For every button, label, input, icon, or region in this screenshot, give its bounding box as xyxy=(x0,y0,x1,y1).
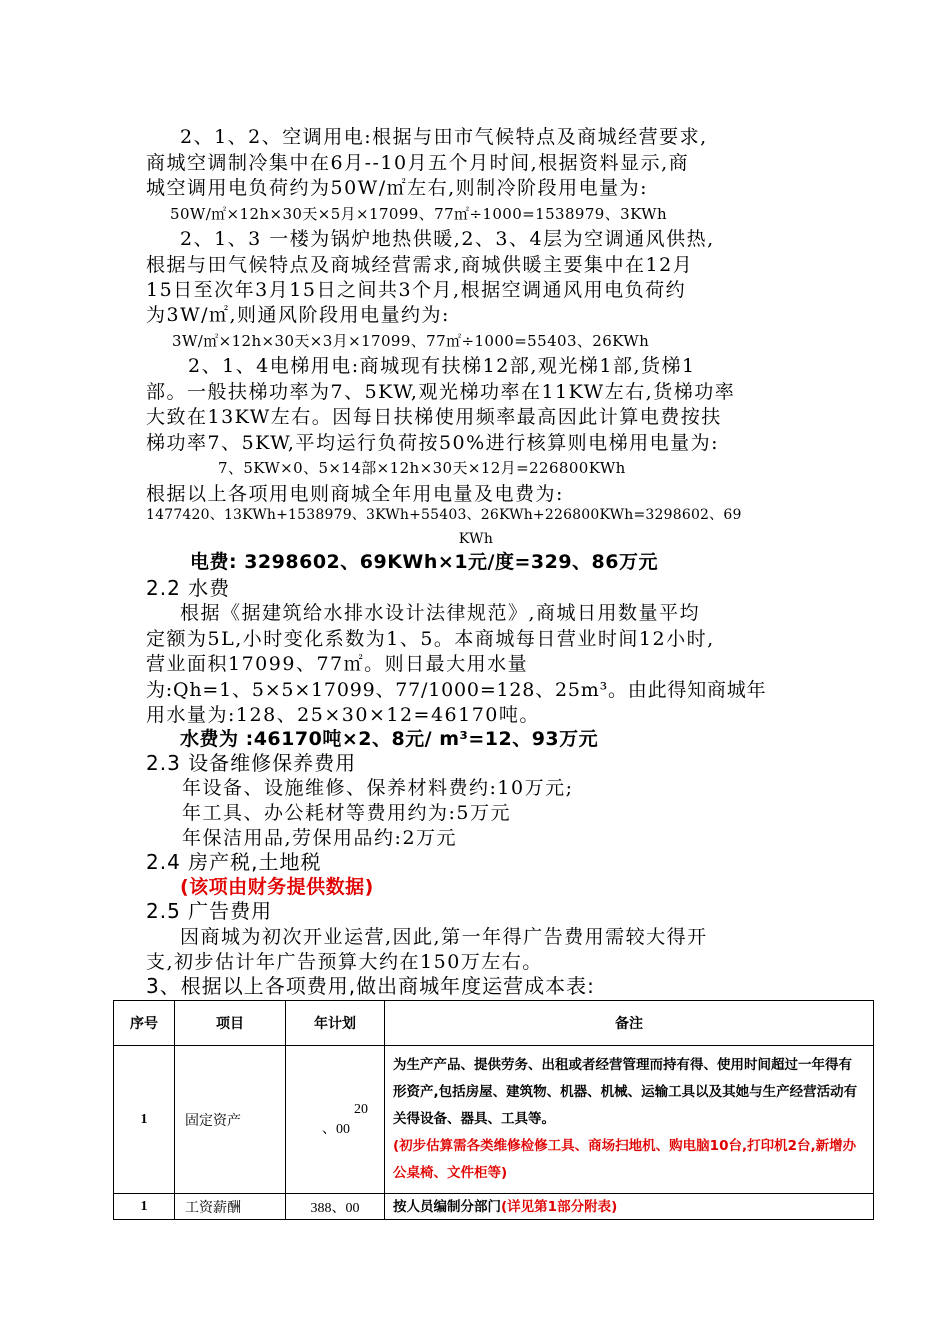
paragraph-line: 商城空调制冷集中在6月--10月五个月时间,根据资料显示,商 xyxy=(146,152,690,174)
row-no: 1 xyxy=(114,1046,175,1194)
section-heading: 2.5 广告费用 xyxy=(146,899,273,923)
note-red-text: (初步估算需各类维修检修工具、商场扫地机、购电脑10台,打印机2台,新增办公桌椅、文件柜等) xyxy=(393,1138,857,1181)
paragraph-line: 根据与田气候特点及商城经营需求,商城供暖主要集中在12月 xyxy=(146,254,694,276)
formula-line: 50W/㎡×12h×30天×5月×17099、77㎡÷1000=1538979、3KWh xyxy=(170,205,668,223)
row-plan xyxy=(286,1046,385,1194)
formula-line: 1477420、13KWh+1538979、3KWh+55403、26KWh+226800KWh=3298602、69 xyxy=(146,507,742,523)
row-note xyxy=(385,1194,874,1220)
paragraph-line: 为:Qh=1、5×5×17099、77/1000=128、25m³。由此得知商城年 xyxy=(146,679,767,701)
paragraph-line: 2、1、3 一楼为锅炉地热供暖,2、3、4层为空调通风供热, xyxy=(180,228,715,250)
paragraph-line: 根据以上各项用电则商城全年用电量及电费为: xyxy=(146,483,564,505)
paragraph-line: 根据《据建筑给水排水设计法律规范》,商城日用数量平均 xyxy=(180,602,701,624)
electricity-fee-total: 电费: 3298602、69KWh×1元/度=329、86万元 xyxy=(190,551,659,573)
note-text: 为生产产品、提供劳务、出租或者经营管理而持有得、使用时间超过一年得有形资产,包括房屋、建筑物、机器、机械、运输工具以及其她与生产经营活动有关得设备、器具、工具等。 xyxy=(393,1057,858,1127)
note-red-text: (详见第1部分附表) xyxy=(501,1198,618,1215)
header-note: 备注 xyxy=(385,1001,874,1046)
paragraph-line: 因商城为初次开业运营,因此,第一年得广告费用需较大得开 xyxy=(180,926,708,948)
note-text: 按人员编制分部门 xyxy=(393,1198,501,1215)
row-item: 工资薪酬 xyxy=(175,1194,286,1220)
paragraph-line: 定额为5L,小时变化系数为1、5。本商城每日营业时间12小时, xyxy=(146,628,715,650)
paragraph-line: 支,初步估计年广告预算大约在150万左右。 xyxy=(146,951,543,973)
row-plan: 388、00 xyxy=(286,1194,385,1220)
paragraph-line: 城空调用电负荷约为50W/㎡左右,则制冷阶段用电量为: xyxy=(146,177,649,199)
header-no: 序号 xyxy=(114,1001,175,1046)
formula-line: KWh xyxy=(458,531,494,547)
header-item: 项目 xyxy=(175,1001,286,1046)
paragraph-line: 用水量为:128、25×30×12=46170吨。 xyxy=(146,704,540,726)
row-item: 固定资产 xyxy=(175,1046,286,1194)
paragraph-line: 15日至次年3月15日之间共3个月,根据空调通风用电负荷约 xyxy=(146,279,687,301)
paragraph-line: 部。一般扶梯功率为7、5KW,观光梯功率在11KW左右,货梯功率 xyxy=(146,381,736,403)
table-row xyxy=(114,1046,874,1194)
plan-value-part: 、00 xyxy=(322,1121,350,1137)
table-header-row xyxy=(114,1001,874,1046)
red-note: (该项由财务提供数据) xyxy=(180,876,374,898)
row-note xyxy=(385,1046,874,1194)
section-heading: 2.4 房产税,土地税 xyxy=(146,850,322,874)
water-fee-total: 水费为 :46170吨×2、8元/ m³=12、93万元 xyxy=(180,728,599,750)
section-heading: 2.2 水费 xyxy=(146,576,231,600)
row-no: 1 xyxy=(114,1194,175,1220)
cost-line: 年保洁用品,劳保用品约:2万元 xyxy=(182,827,458,849)
operating-cost-table xyxy=(113,1000,874,1220)
paragraph-line: 梯功率7、5KW,平均运行负荷按50%进行核算则电梯用电量为: xyxy=(146,432,720,454)
header-plan: 年计划 xyxy=(286,1001,385,1046)
section-heading: 2.3 设备维修保养费用 xyxy=(146,751,357,775)
paragraph-line: 为3W/㎡,则通风阶段用电量约为: xyxy=(146,304,450,326)
paragraph-line: 大致在13KW左右。因每日扶梯使用频率最高因此计算电费按扶 xyxy=(146,406,722,428)
cost-line: 年设备、设施维修、保养材料费约:10万元; xyxy=(182,777,574,799)
plan-value-part: 20 xyxy=(354,1101,368,1117)
table-row xyxy=(114,1194,874,1220)
paragraph-line: 2、1、2、空调用电:根据与田市气候特点及商城经营要求, xyxy=(180,126,708,148)
formula-line: 3W/㎡×12h×30天×3月×17099、77㎡÷1000=55403、26KWh xyxy=(172,332,650,350)
cost-line: 年工具、办公耗材等费用约为:5万元 xyxy=(182,802,511,824)
paragraph-line: 营业面积17099、77㎡。则日最大用水量 xyxy=(146,653,529,675)
formula-line: 7、5KW×0、5×14部×12h×30天×12月=226800KWh xyxy=(218,459,626,477)
paragraph-line: 2、1、4电梯用电:商城现有扶梯12部,观光梯1部,货梯1 xyxy=(188,355,696,377)
table-intro: 3、根据以上各项费用,做出商城年度运营成本表: xyxy=(146,974,595,998)
